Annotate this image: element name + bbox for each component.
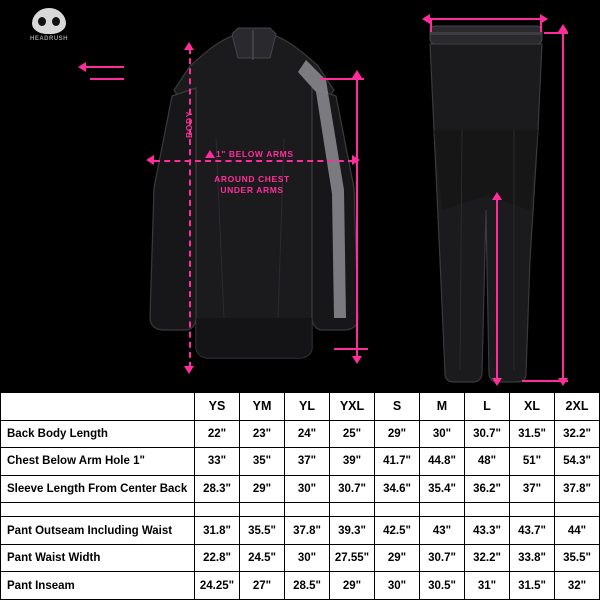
- table-row: [1, 517, 600, 545]
- cell: 44": [555, 517, 600, 545]
- cell: 36.2": [465, 475, 510, 503]
- header-size-ys: YS: [195, 393, 240, 421]
- cell: 30.7": [420, 544, 465, 572]
- below-arms-arrow: [205, 150, 215, 158]
- header-size-2xl: 2XL: [555, 393, 600, 421]
- row-label-sleeve-length: Sleeve Length From Center Back: [1, 475, 195, 503]
- cell: 44.8": [420, 448, 465, 476]
- row-label-pant-waist-width: Pant Waist Width: [1, 544, 195, 572]
- table-row: [1, 420, 600, 448]
- sleeve-shoulder-tick: [320, 78, 364, 80]
- cell: 31.5": [510, 572, 555, 600]
- cell: 35.5": [555, 544, 600, 572]
- table-row: [1, 448, 600, 476]
- cell: 51": [510, 448, 555, 476]
- cell: 28.3": [195, 475, 240, 503]
- cell: 23": [240, 420, 285, 448]
- row-label-pant-inseam: Pant Inseam: [1, 572, 195, 600]
- cell: 39": [330, 448, 375, 476]
- sleeve-arrow-down: [352, 356, 362, 364]
- cell: 24.25": [195, 572, 240, 600]
- cell: 37.8": [555, 475, 600, 503]
- cell: 43": [420, 517, 465, 545]
- row-label-pant-outseam: Pant Outseam Including Waist: [1, 517, 195, 545]
- header-size-s: S: [375, 393, 420, 421]
- spacer-cell: [1, 503, 195, 517]
- cell: 27.55": [330, 544, 375, 572]
- cell: 24": [285, 420, 330, 448]
- cell: 30": [285, 544, 330, 572]
- cell: 31.5": [510, 420, 555, 448]
- inseam-arrow-down: [492, 378, 502, 386]
- cell: 37": [510, 475, 555, 503]
- around-chest-label: AROUND CHEST: [214, 174, 290, 184]
- pants-svg: [410, 10, 570, 388]
- chest-dashed-line: [154, 160, 354, 162]
- cell: 33.8": [510, 544, 555, 572]
- cell: 29": [330, 572, 375, 600]
- cell: 31.8": [195, 517, 240, 545]
- body-arrow-up: [184, 42, 194, 50]
- cell: 29": [240, 475, 285, 503]
- cell: 41.7": [375, 448, 420, 476]
- spacer-cell: [195, 503, 240, 517]
- cell: 27": [240, 572, 285, 600]
- outseam-line: [562, 32, 564, 382]
- cell: 33": [195, 448, 240, 476]
- waist-tick-right: [540, 18, 542, 32]
- spacer-cell: [465, 503, 510, 517]
- size-chart-table: [0, 392, 600, 600]
- row-label-back-body-length: Back Body Length: [1, 420, 195, 448]
- waist-tick-left: [430, 18, 432, 32]
- jacket-illustration: [120, 18, 380, 378]
- cell: 24.5": [240, 544, 285, 572]
- sleeve-arrow-up: [352, 70, 362, 78]
- spacer-cell: [555, 503, 600, 517]
- cell: 22.8": [195, 544, 240, 572]
- center-back-arrow-left: [78, 62, 86, 72]
- cell: 39.3": [330, 517, 375, 545]
- cell: 25": [330, 420, 375, 448]
- cell: 34.6": [375, 475, 420, 503]
- cell: 35": [240, 448, 285, 476]
- cell: 43.7": [510, 517, 555, 545]
- cell: 30": [285, 475, 330, 503]
- header-size-yl: YL: [285, 393, 330, 421]
- body-label: BODY: [184, 111, 194, 138]
- header-size-yxl: YXL: [330, 393, 375, 421]
- cell: 28.5": [285, 572, 330, 600]
- header-size-m: M: [420, 393, 465, 421]
- body-length-dashed-line: [189, 48, 191, 368]
- inseam-arrow-up: [492, 192, 502, 200]
- cell: 43.3": [465, 517, 510, 545]
- shoulder-tick: [90, 78, 124, 80]
- chest-arrow-left: [146, 155, 154, 165]
- center-back-tick: [84, 66, 124, 68]
- cell: 35.4": [420, 475, 465, 503]
- body-arrow-down: [184, 366, 194, 374]
- header-size-xl: XL: [510, 393, 555, 421]
- below-arms-label: 1" BELOW ARMS: [216, 149, 294, 159]
- header-blank: [1, 393, 195, 421]
- header-size-l: L: [465, 393, 510, 421]
- cell: 54.3": [555, 448, 600, 476]
- cell: 32.2": [465, 544, 510, 572]
- under-arms-label: UNDER ARMS: [220, 185, 284, 195]
- spacer-cell: [375, 503, 420, 517]
- spacer-cell: [420, 503, 465, 517]
- cell: 31": [465, 572, 510, 600]
- table-header-row: [1, 393, 600, 421]
- spacer-cell: [330, 503, 375, 517]
- cell: 30.7": [330, 475, 375, 503]
- cell: 30.7": [465, 420, 510, 448]
- cell: 29": [375, 420, 420, 448]
- cell: 42.5": [375, 517, 420, 545]
- spacer-cell: [285, 503, 330, 517]
- brand-logo: [14, 8, 84, 50]
- cell: 29": [375, 544, 420, 572]
- cell: 37": [285, 448, 330, 476]
- brand-logo-text: HEADRUSH: [29, 36, 68, 42]
- cell: 32": [555, 572, 600, 600]
- waist-width-line: [428, 18, 544, 20]
- spacer-cell: [510, 503, 555, 517]
- outseam-bottom-tick: [522, 380, 568, 382]
- cell: 30.5": [420, 572, 465, 600]
- cell: 30": [375, 572, 420, 600]
- waist-arrow-left: [422, 14, 430, 24]
- table-row: [1, 572, 600, 600]
- pants-illustration: [410, 10, 570, 388]
- cell: 22": [195, 420, 240, 448]
- outseam-top-tick: [544, 32, 568, 34]
- cell: 35.5": [240, 517, 285, 545]
- jacket-svg: [120, 18, 380, 378]
- inseam-line: [496, 200, 498, 382]
- table-row: [1, 544, 600, 572]
- skull-logo-icon: [32, 8, 66, 34]
- cell: 48": [465, 448, 510, 476]
- row-label-chest-below-arm-hole: Chest Below Arm Hole 1": [1, 448, 195, 476]
- spacer-cell: [240, 503, 285, 517]
- header-size-ym: YM: [240, 393, 285, 421]
- cell: 32.2": [555, 420, 600, 448]
- sleeve-measure-vertical: [356, 78, 358, 358]
- cell: 30": [420, 420, 465, 448]
- sleeve-cuff-tick: [334, 348, 368, 350]
- table-row: [1, 475, 600, 503]
- outseam-arrow-up: [558, 24, 568, 32]
- table-spacer-row: [1, 503, 600, 517]
- cell: 37.8": [285, 517, 330, 545]
